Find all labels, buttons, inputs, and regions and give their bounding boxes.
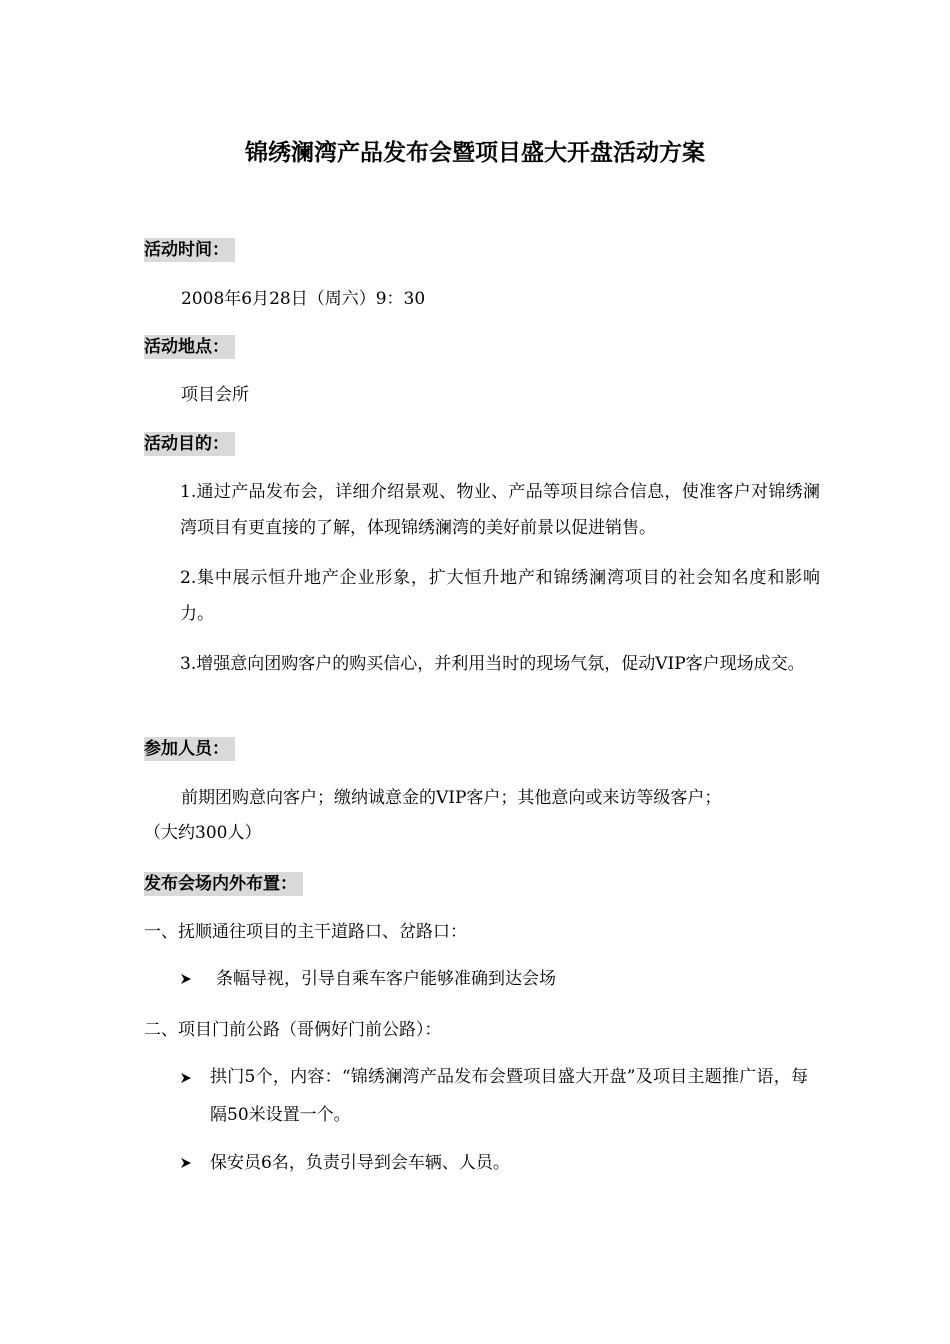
heading-layout: 发布会场内外布置： [144, 872, 303, 896]
heading-location: 活动地点： [144, 335, 235, 359]
layout-part-2-bullet-2 [180, 1151, 510, 1175]
heading-participants: 参加人员： [144, 737, 235, 761]
location-content: 项目会所 [181, 385, 249, 405]
bullet-text: 条幅导视，引导自乘车客户能够准确到达会场 [216, 969, 556, 989]
layout-part-2-bullet-1 [180, 1058, 808, 1134]
bullet-text: 保安员6名，负责引导到会车辆、人员。 [210, 1153, 510, 1173]
purpose-item-3: 3.增强意向团购客户的购买信心，并利用当时的现场气氛，促动VIP客户现场成交。 [180, 654, 805, 674]
purpose-item-2: 2.集中展示恒升地产企业形象，扩大恒升地产和锦绣澜湾项目的社会知名度和影响力。 [180, 568, 820, 624]
arrow-bullet-icon [180, 967, 210, 991]
layout-part-1-label: 一、抚顺通往项目的主干道路口、岔路口： [144, 922, 467, 942]
layout-part-2-label: 二、项目门前公路（哥俩好门前公路）： [144, 1020, 442, 1040]
participants-line-2: （大约300人） [144, 823, 262, 843]
bullet-text: 拱门5个，内容：“锦绣澜湾产品发布会暨项目盛大开盘”及项目主题推广语，每隔50米设置一个。 [210, 1067, 808, 1125]
heading-time: 活动时间： [144, 238, 235, 262]
participants-line-1: 前期团购意向客户；缴纳诚意金的VIP客户；其他意向或来访等级客户； [181, 788, 722, 808]
arrow-bullet-icon [180, 1151, 210, 1175]
arrow-bullet-icon [180, 1058, 210, 1134]
document-title: 锦绣澜湾产品发布会暨项目盛大开盘活动方案 [245, 140, 705, 166]
layout-part-1-bullet-1 [180, 967, 556, 991]
time-content: 2008年6月28日（周六）9：30 [181, 289, 426, 309]
purpose-item-1: 1.通过产品发布会，详细介绍景观、物业、产品等项目综合信息，使准客户对锦绣澜湾项目有更直接的了解，体现锦绣澜湾的美好前景以促进销售。 [180, 482, 820, 538]
heading-purpose: 活动目的： [144, 432, 235, 456]
